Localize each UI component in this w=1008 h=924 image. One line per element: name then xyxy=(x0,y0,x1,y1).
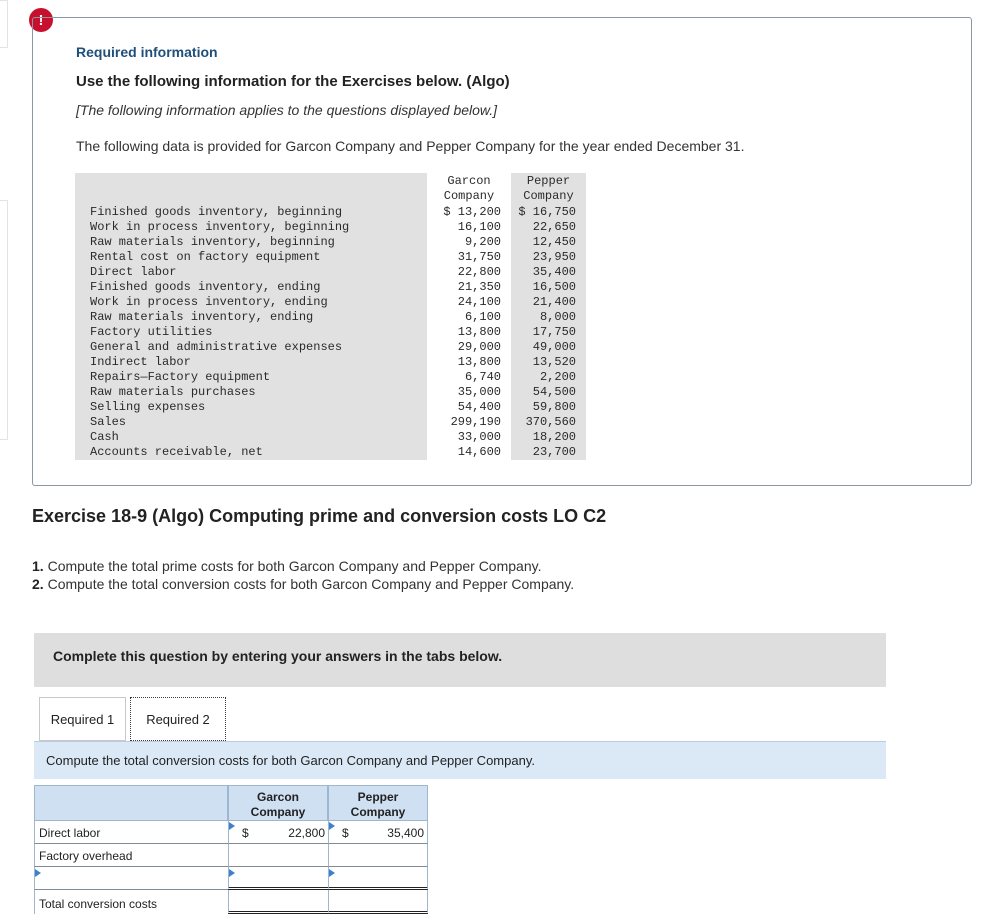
row-label: Rental cost on factory equipment xyxy=(75,250,427,265)
garcon-value: 13,800 xyxy=(427,325,511,340)
answer-pepper-direct-labor[interactable]: $ 35,400 xyxy=(328,821,428,844)
use-following-heading: Use the following information for the Exercises below. (Algo) xyxy=(76,73,510,90)
answer-header-pepper: Pepper Company xyxy=(328,785,428,821)
applies-note: [The following information applies to the questions displayed below.] xyxy=(76,102,498,118)
garcon-column-header: Garcon Company xyxy=(427,173,511,205)
garcon-value: 13,800 xyxy=(427,355,511,370)
given-data-row xyxy=(75,235,586,250)
given-data-body xyxy=(75,205,586,460)
input-marker-icon xyxy=(35,869,41,877)
pepper-value: 12,450 xyxy=(511,235,586,250)
intro-text: The following data is provided for Garcon Company and Pepper Company for the year ended December 31. xyxy=(76,138,745,154)
header-blank xyxy=(75,173,427,205)
alert-icon: ! xyxy=(29,8,53,32)
given-data-row xyxy=(75,280,586,295)
garcon-value: 6,100 xyxy=(427,310,511,325)
given-data-row xyxy=(75,385,586,400)
row-label: Work in process inventory, ending xyxy=(75,295,427,310)
pepper-value: 23,950 xyxy=(511,250,586,265)
answer-pepper-blank[interactable] xyxy=(328,867,428,890)
row-label: Direct labor xyxy=(75,265,427,280)
row-label: Finished goods inventory, ending xyxy=(75,280,427,295)
complete-question-banner: Complete this question by entering your answers in the tabs below. xyxy=(34,633,886,687)
given-data-row xyxy=(75,340,586,355)
exercise-title: Exercise 18-9 (Algo) Computing prime and conversion costs LO C2 xyxy=(32,506,607,526)
pepper-value: 2,200 xyxy=(511,370,586,385)
pepper-column-header: Pepper Company xyxy=(511,173,586,205)
row-label: Accounts receivable, net xyxy=(75,445,427,460)
pepper-value: 49,000 xyxy=(511,340,586,355)
garcon-value: 299,190 xyxy=(427,415,511,430)
row-label: Cash xyxy=(75,430,427,445)
garcon-value: 54,400 xyxy=(427,400,511,415)
pepper-value: 17,750 xyxy=(511,325,586,340)
question-1: 1. Compute the total prime costs for both Garcon Company and Pepper Company. xyxy=(32,558,542,574)
given-data-row xyxy=(75,310,586,325)
given-data-row xyxy=(75,325,586,340)
given-data-row xyxy=(75,355,586,370)
given-data-row xyxy=(75,265,586,280)
given-data-row xyxy=(75,400,586,415)
given-data-row xyxy=(75,250,586,265)
required-info-box xyxy=(32,17,972,486)
pepper-value: $ 16,750 xyxy=(511,205,586,220)
garcon-value: $ 13,200 xyxy=(427,205,511,220)
row-label: Raw materials inventory, beginning xyxy=(75,235,427,250)
row-label: Raw materials inventory, ending xyxy=(75,310,427,325)
garcon-value: 24,100 xyxy=(427,295,511,310)
row-label: Work in process inventory, beginning xyxy=(75,220,427,235)
question-2: 2. Compute the total conversion costs for both Garcon Company and Pepper Company. xyxy=(32,576,575,592)
garcon-value: 6,740 xyxy=(427,370,511,385)
row-label: General and administrative expenses xyxy=(75,340,427,355)
pepper-value: 8,000 xyxy=(511,310,586,325)
page-edge-panel xyxy=(0,200,8,440)
answer-pepper-total[interactable] xyxy=(328,890,428,914)
garcon-value: 33,000 xyxy=(427,430,511,445)
given-data-header xyxy=(75,173,586,205)
answer-garcon-total[interactable] xyxy=(228,890,328,914)
garcon-value: 21,350 xyxy=(427,280,511,295)
input-marker-icon xyxy=(229,869,235,877)
tab-required-2[interactable]: Required 2 xyxy=(130,697,226,741)
given-data-row xyxy=(75,445,586,460)
pepper-value: 23,700 xyxy=(511,445,586,460)
answer-header-garcon: Garcon Company xyxy=(228,785,328,821)
given-data-row xyxy=(75,430,586,445)
answer-row-label: Direct labor xyxy=(34,821,228,844)
given-data-row xyxy=(75,295,586,310)
pepper-value: 35,400 xyxy=(511,265,586,280)
pepper-value: 16,500 xyxy=(511,280,586,295)
given-data-row xyxy=(75,220,586,235)
pepper-value: 21,400 xyxy=(511,295,586,310)
row-label: Finished goods inventory, beginning xyxy=(75,205,427,220)
given-data-table xyxy=(75,173,586,460)
given-data-row xyxy=(75,370,586,385)
garcon-value: 29,000 xyxy=(427,340,511,355)
given-data-row xyxy=(75,415,586,430)
answer-garcon-direct-labor[interactable]: $ 22,800 xyxy=(228,821,328,844)
input-marker-icon xyxy=(329,869,335,877)
row-label: Sales xyxy=(75,415,427,430)
pepper-value: 13,520 xyxy=(511,355,586,370)
row-label: Factory utilities xyxy=(75,325,427,340)
required-info-title: Required information xyxy=(76,44,218,60)
row-label: Indirect labor xyxy=(75,355,427,370)
answer-garcon-blank[interactable] xyxy=(228,867,328,890)
pepper-value: 59,800 xyxy=(511,400,586,415)
answer-pepper-factory-overhead[interactable] xyxy=(328,844,428,867)
pepper-value: 370,560 xyxy=(511,415,586,430)
pepper-value: 22,650 xyxy=(511,220,586,235)
answer-garcon-factory-overhead[interactable] xyxy=(228,844,328,867)
input-marker-icon xyxy=(229,822,235,830)
tab-instruction: Compute the total conversion costs for both Garcon Company and Pepper Company. xyxy=(34,741,886,779)
row-label: Selling expenses xyxy=(75,400,427,415)
pepper-value: 54,500 xyxy=(511,385,586,400)
answer-header-label-cell xyxy=(34,785,228,821)
answer-blank-label-input[interactable] xyxy=(34,867,228,890)
garcon-value: 22,800 xyxy=(427,265,511,280)
garcon-value: 16,100 xyxy=(427,220,511,235)
garcon-value: 31,750 xyxy=(427,250,511,265)
page-edge-panel xyxy=(0,0,8,48)
answer-total-label: Total conversion costs xyxy=(34,890,228,914)
row-label: Raw materials purchases xyxy=(75,385,427,400)
answer-row-label[interactable]: Factory overhead xyxy=(34,844,228,867)
given-data-row xyxy=(75,205,586,220)
garcon-value: 35,000 xyxy=(427,385,511,400)
tab-required-1[interactable]: Required 1 xyxy=(39,697,126,741)
input-marker-icon xyxy=(329,822,335,830)
pepper-value: 18,200 xyxy=(511,430,586,445)
garcon-value: 14,600 xyxy=(427,445,511,460)
row-label: Repairs—Factory equipment xyxy=(75,370,427,385)
garcon-value: 9,200 xyxy=(427,235,511,250)
